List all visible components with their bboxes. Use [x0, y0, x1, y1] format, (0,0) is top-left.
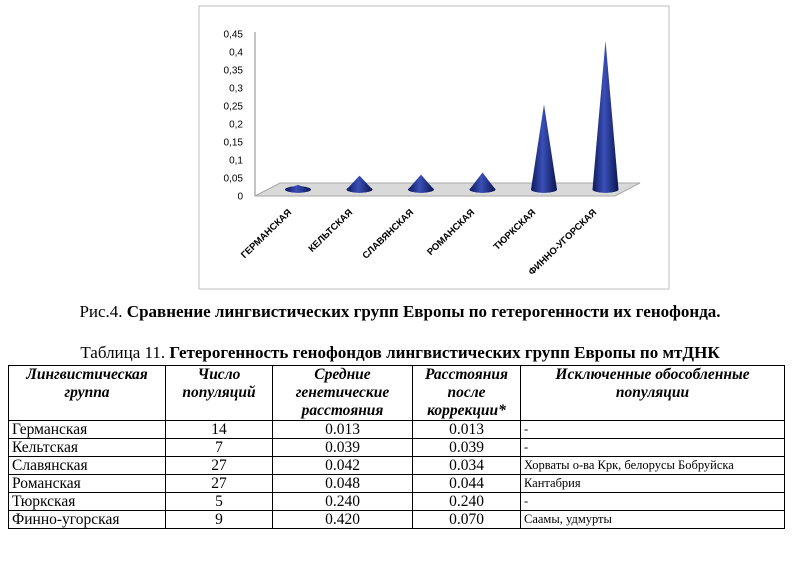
- cell-corrected: 0.013: [413, 421, 521, 439]
- cell-corrected: 0.044: [413, 475, 521, 493]
- table-caption-prefix: Таблица 11.: [80, 343, 166, 362]
- header-corrected-distance: Расстояния после коррекции*: [413, 366, 521, 421]
- header-mean-distance: Средние генетические расстояния: [273, 366, 413, 421]
- table-row: [9, 457, 785, 475]
- y-tick-label: 0,15: [223, 137, 243, 149]
- heterogeneity-table: [8, 365, 785, 529]
- cell-count: 27: [166, 457, 273, 475]
- cell-count: 14: [166, 421, 273, 439]
- figure-caption-text: Сравнение лингвистических групп Европы по гетерогенности их генофонда.: [126, 302, 721, 321]
- y-tick-label: 0,05: [223, 173, 243, 185]
- table-header-row: [9, 366, 785, 421]
- cell-group: Германская: [9, 421, 166, 439]
- table-caption: [0, 343, 800, 363]
- y-tick-label: 0,3: [229, 83, 243, 95]
- cell-excluded: -: [521, 439, 785, 457]
- y-tick-label: 0,4: [229, 47, 243, 59]
- cell-excluded: Хорваты о-ва Крк, белорусы Бобруйска: [521, 457, 785, 475]
- cell-excluded: Кантабрия: [521, 475, 785, 493]
- x-tick-label: КЕЛЬТСКАЯ: [306, 207, 356, 255]
- table-row: [9, 475, 785, 493]
- y-tick-label: 0,35: [223, 65, 243, 77]
- x-tick-label: ТЮРКСКАЯ: [491, 207, 539, 253]
- cell-mean: 0.048: [273, 475, 413, 493]
- cell-count: 5: [166, 493, 273, 511]
- y-tick-label: 0: [237, 191, 243, 203]
- table-row: [9, 421, 785, 439]
- header-excluded: Исключенные обособленные популяции: [521, 366, 785, 421]
- cell-mean: 0.042: [273, 457, 413, 475]
- table-caption-text: Гетерогенность генофондов лингвистических групп Европы по мтДНК: [169, 343, 720, 362]
- cell-count: 9: [166, 511, 273, 529]
- cell-group: Кельтская: [9, 439, 166, 457]
- cell-mean: 0.013: [273, 421, 413, 439]
- header-population-count: Число популяций: [166, 366, 273, 421]
- figure-caption: [0, 302, 800, 322]
- y-tick-label: 0,1: [229, 155, 243, 167]
- x-tick-label: ГЕРМАНСКАЯ: [239, 207, 295, 261]
- y-tick-label: 0,45: [223, 29, 243, 41]
- x-tick-label: ФИННО-УГОРСКАЯ: [526, 207, 600, 278]
- cell-count: 27: [166, 475, 273, 493]
- cell-group: Финно-угорская: [9, 511, 166, 529]
- cell-count: 7: [166, 439, 273, 457]
- chart-floor: [255, 183, 640, 196]
- cell-group: Славянская: [9, 457, 166, 475]
- cell-group: Тюркская: [9, 493, 166, 511]
- x-tick-label: РОМАНСКАЯ: [425, 207, 478, 258]
- cell-group: Романская: [9, 475, 166, 493]
- cell-corrected: 0.240: [413, 493, 521, 511]
- y-tick-label: 0,2: [229, 119, 243, 131]
- header-group: Лингвистическая группа: [9, 366, 166, 421]
- cell-corrected: 0.070: [413, 511, 521, 529]
- table-row: [9, 493, 785, 511]
- cell-mean: 0.420: [273, 511, 413, 529]
- cell-mean: 0.240: [273, 493, 413, 511]
- table-row: [9, 439, 785, 457]
- figure-caption-prefix: Рис.4.: [79, 302, 123, 321]
- y-tick-label: 0,25: [223, 101, 243, 113]
- cell-excluded: Саамы, удмурты: [521, 511, 785, 529]
- cell-mean: 0.039: [273, 439, 413, 457]
- cell-corrected: 0.039: [413, 439, 521, 457]
- x-tick-label: СЛАВЯНСКАЯ: [360, 207, 417, 262]
- cell-excluded: -: [521, 493, 785, 511]
- table-row: [9, 511, 785, 529]
- cell-excluded: -: [521, 421, 785, 439]
- cell-corrected: 0.034: [413, 457, 521, 475]
